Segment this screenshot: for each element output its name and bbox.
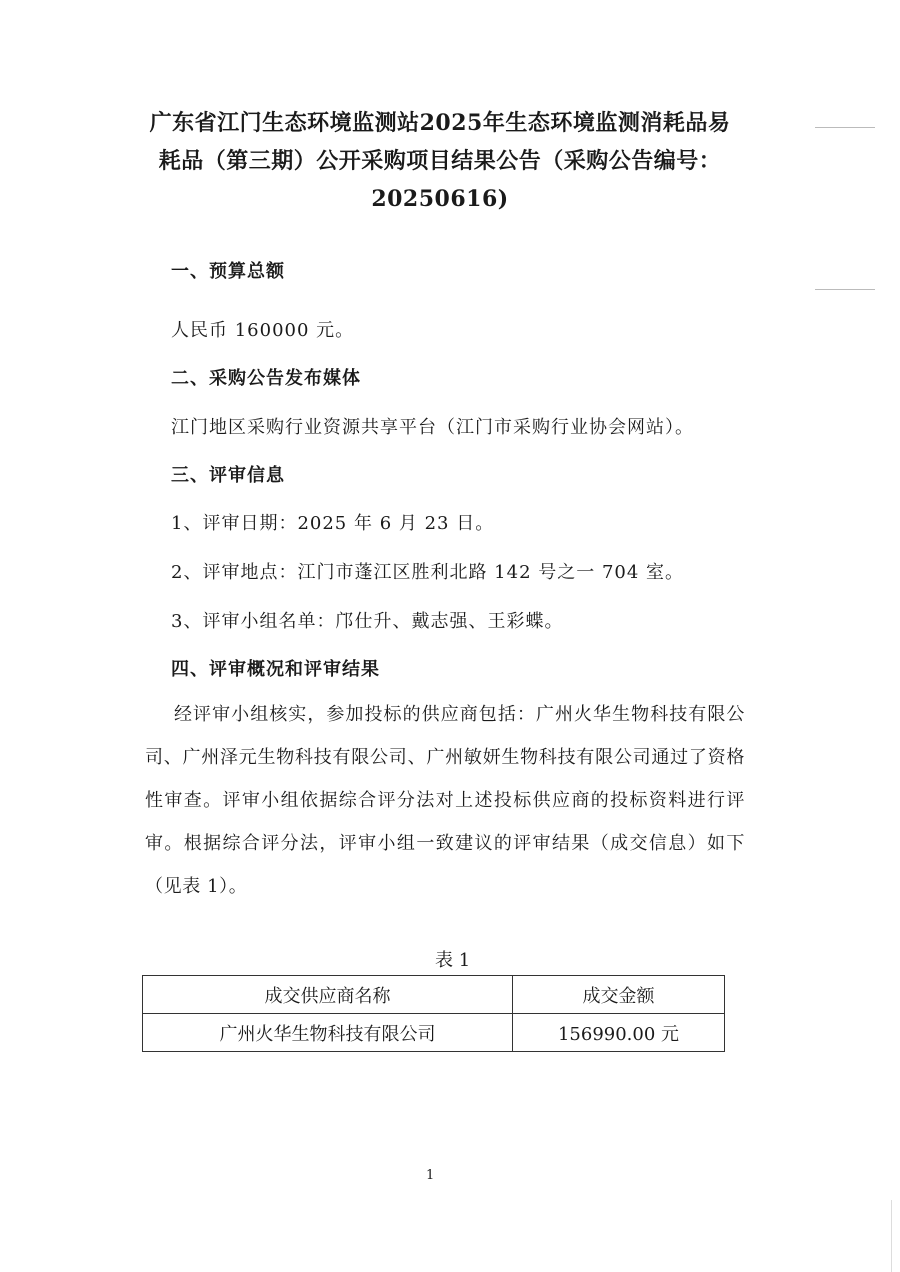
supplier-name-cell: 广州火华生物科技有限公司 bbox=[143, 1014, 513, 1052]
result-table bbox=[142, 975, 725, 1052]
document-title bbox=[110, 104, 770, 218]
header-amount: 成交金额 bbox=[513, 976, 725, 1014]
budget-value: 人民币 160000 元。 bbox=[171, 320, 355, 341]
page-number: 1 bbox=[426, 1168, 435, 1183]
budget-heading: 一、预算总额 bbox=[171, 261, 285, 282]
table-row bbox=[143, 1014, 725, 1052]
table-header-row bbox=[143, 976, 725, 1014]
result-heading: 四、评审概况和评审结果 bbox=[171, 659, 380, 680]
scan-artifact bbox=[815, 289, 875, 290]
review-panel: 3、评审小组名单：邝仕升、戴志强、王彩蝶。 bbox=[171, 611, 564, 632]
title-line-1: 广东省江门生态环境监测站2025年生态环境监测消耗品易 bbox=[149, 110, 731, 136]
scan-artifact bbox=[815, 127, 875, 128]
review-location: 2、评审地点：江门市蓬江区胜利北路 142 号之一 704 室。 bbox=[171, 562, 685, 583]
amount-cell: 156990.00 元 bbox=[513, 1014, 725, 1052]
table-caption: 表 1 bbox=[435, 950, 471, 971]
review-date: 1、评审日期：2025 年 6 月 23 日。 bbox=[171, 513, 495, 534]
media-value: 江门地区采购行业资源共享平台（江门市采购行业协会网站）。 bbox=[171, 417, 694, 438]
title-line-2: 耗品（第三期）公开采购项目结果公告（采购公告编号： bbox=[158, 148, 722, 174]
media-heading: 二、采购公告发布媒体 bbox=[171, 368, 361, 389]
header-supplier-name: 成交供应商名称 bbox=[143, 976, 513, 1014]
scan-edge bbox=[891, 1200, 892, 1272]
title-line-3: 20250616) bbox=[371, 186, 509, 212]
review-heading: 三、评审信息 bbox=[171, 465, 285, 486]
result-paragraph: 经评审小组核实，参加投标的供应商包括：广州火华生物科技有限公司、广州泽元生物科技有限公司、广州敏妍生物科技有限公司通过了资格性审查。评审小组依据综合评分法对上述投标供应商的投标资料进行评审。根据综合评分法，评审小组一致建议的评审结果（成交信息）如下（见表 1）。 bbox=[145, 704, 745, 897]
